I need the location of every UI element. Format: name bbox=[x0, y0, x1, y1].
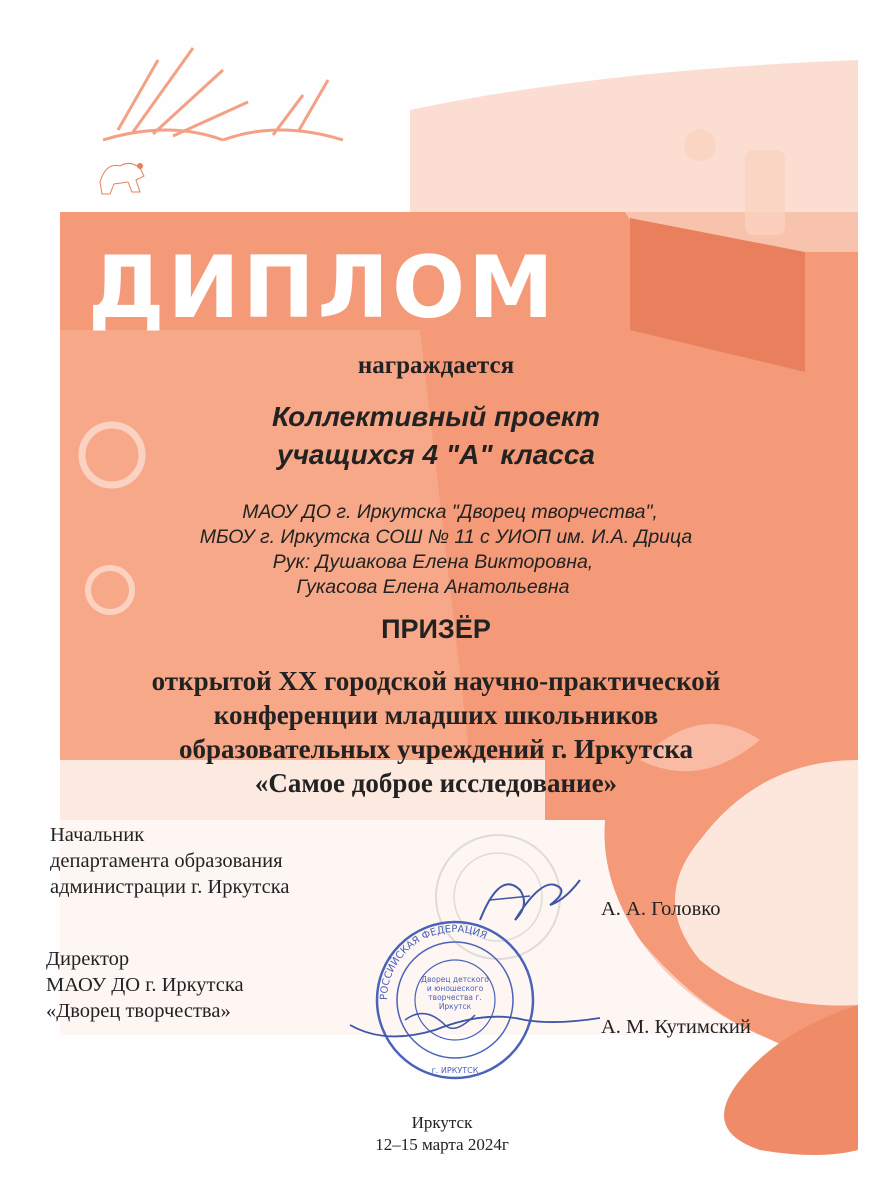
stamp-bottom-text: г. ИРКУТСК bbox=[431, 1066, 479, 1075]
conference-line1: открытой XX городской научно-практической bbox=[151, 666, 721, 696]
signature-block-director bbox=[46, 946, 244, 1024]
tools-region bbox=[410, 60, 858, 212]
department-line1: ДЕПАРТАМЕНТ ОБРАЗОВАНИЯ bbox=[158, 154, 401, 172]
brush-icon bbox=[684, 129, 716, 161]
prize-title: ПРИЗЁР bbox=[381, 614, 491, 644]
director-title-line2: МАОУ ДО г. Иркутска bbox=[46, 974, 244, 996]
organization-line2: МБОУ г. Иркутска СОШ № 11 с УИОП им. И.А. Дрица bbox=[199, 526, 693, 548]
footer-date: 12–15 марта 2024г bbox=[375, 1135, 509, 1154]
director-title-line3: «Дворец творчества» bbox=[46, 1000, 231, 1022]
head-title-line1: Начальник bbox=[50, 824, 145, 846]
head-title-line2: департамента образования bbox=[50, 850, 283, 872]
director-name: А. М. Кутимский bbox=[601, 1016, 751, 1038]
conference-line3: образовательных учреждений г. Иркутска bbox=[179, 734, 693, 764]
conference-block bbox=[0, 664, 872, 800]
organization-line3: Рук: Душакова Елена Викторовна, bbox=[272, 551, 594, 573]
organization-block bbox=[0, 500, 872, 600]
signature-2 bbox=[345, 990, 605, 1050]
department-line2: АДМИНИСТРАЦИИ г. ИРКУТСКА bbox=[158, 174, 410, 192]
head-title-line3: администрации г. Иркутска bbox=[50, 876, 290, 898]
stamp-inner-text: Дворец детского и юношеского творчества г. Иркутск bbox=[421, 975, 489, 1011]
diploma-title: ДИПЛОМ bbox=[88, 238, 557, 338]
babr-emblem-icon bbox=[96, 152, 148, 196]
footer-city: Иркутск bbox=[411, 1113, 473, 1132]
director-title-line1: Директор bbox=[46, 948, 130, 970]
organization-line4: Гукасова Елена Анатольевна bbox=[296, 576, 570, 598]
head-name: А. А. Головко bbox=[601, 898, 721, 920]
conference-line2: конференции младших школьников bbox=[213, 700, 659, 730]
department-logo-text bbox=[158, 153, 410, 193]
recipient-block bbox=[0, 398, 872, 474]
stamp-outer-text: РОССИЙСКАЯ ФЕДЕРАЦИЯ bbox=[378, 923, 489, 1001]
organization-line1: МАОУ ДО г. Иркутска "Дворец творчества", bbox=[242, 501, 658, 523]
signature-block-head bbox=[50, 822, 289, 900]
paint-tube-icon bbox=[745, 150, 785, 235]
footer bbox=[0, 1112, 872, 1156]
awarded-text: награждается bbox=[357, 352, 515, 379]
recipient-line1: Коллективный проект bbox=[271, 401, 601, 432]
conference-line4: «Самое доброе исследование» bbox=[254, 768, 618, 798]
recipient-line2: учащихся 4 "А" класса bbox=[277, 439, 595, 470]
open-book-icon bbox=[98, 40, 428, 150]
